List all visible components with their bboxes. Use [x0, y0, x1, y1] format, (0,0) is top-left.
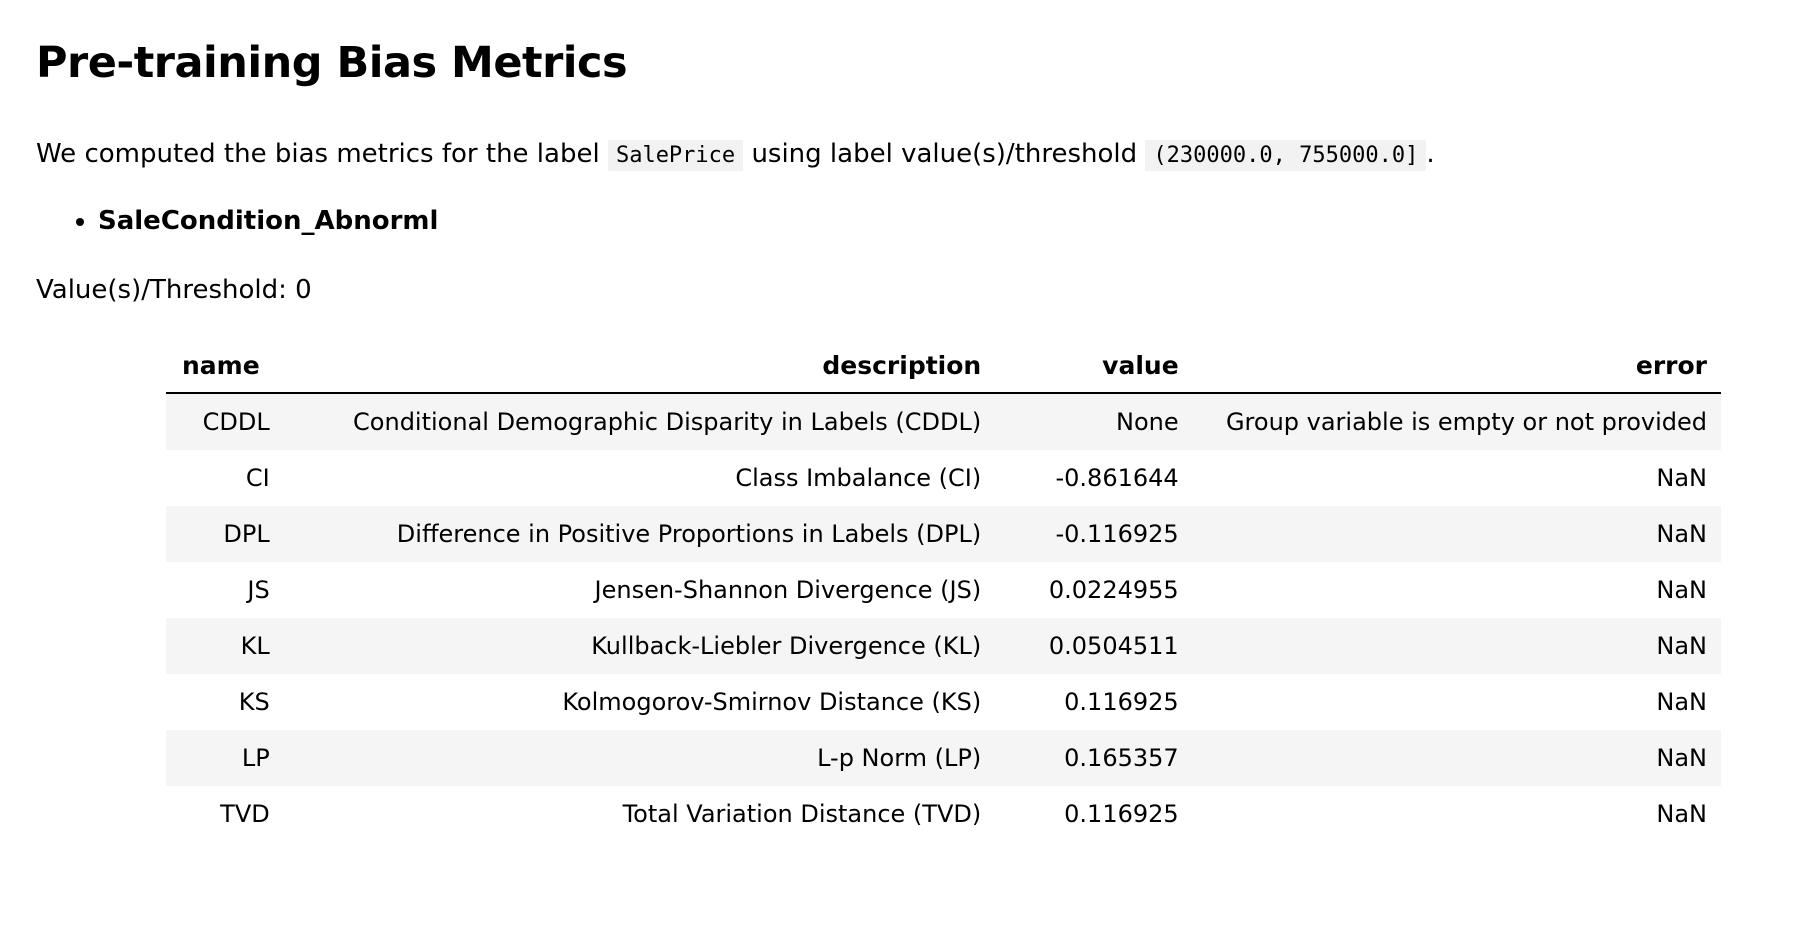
cell-name: LP	[241, 744, 270, 773]
intro-text-part1: We computed the bias metrics for the label	[36, 138, 600, 169]
intro-paragraph	[36, 138, 1776, 172]
table-row	[166, 393, 1721, 450]
cell-name: TVD	[220, 800, 270, 829]
table-row	[166, 618, 1721, 674]
cell-error: NaN	[1656, 576, 1707, 605]
cell-error: NaN	[1656, 632, 1707, 661]
table-body	[166, 393, 1721, 842]
cell-value: None	[1116, 408, 1179, 437]
column-header-name: name	[166, 345, 284, 393]
cell-name: CI	[245, 464, 270, 493]
column-header-value: value	[995, 345, 1192, 393]
cell-description: Total Variation Distance (TVD)	[622, 800, 982, 829]
cell-error: Group variable is empty or not provided	[1225, 408, 1707, 437]
metrics-table-wrapper	[36, 345, 1776, 842]
cell-error: NaN	[1656, 520, 1707, 549]
table-header	[166, 345, 1721, 393]
table-row	[166, 786, 1721, 842]
cell-description: L-p Norm (LP)	[817, 744, 982, 773]
cell-value: -0.861644	[1055, 464, 1179, 493]
label-code: SalePrice	[608, 140, 743, 171]
metrics-table	[166, 345, 1721, 842]
cell-name: KL	[240, 632, 270, 661]
intro-text-part3: .	[1426, 138, 1435, 169]
threshold-code: (230000.0, 755000.0]	[1145, 140, 1426, 171]
facet-list	[36, 205, 1776, 239]
cell-value: 0.0504511	[1048, 632, 1179, 661]
cell-description: Jensen-Shannon Divergence (JS)	[594, 576, 982, 605]
cell-description: Difference in Positive Proportions in Labels (DPL)	[396, 520, 982, 549]
cell-description: Class Imbalance (CI)	[735, 464, 982, 493]
cell-error: NaN	[1656, 688, 1707, 717]
cell-value: -0.116925	[1055, 520, 1179, 549]
table-row	[166, 730, 1721, 786]
intro-text-part2: using label value(s)/threshold	[751, 138, 1138, 169]
cell-error: NaN	[1656, 744, 1707, 773]
table-row	[166, 506, 1721, 562]
table-row	[166, 450, 1721, 506]
cell-name: KS	[238, 688, 270, 717]
cell-value: 0.0224955	[1048, 576, 1179, 605]
cell-error: NaN	[1656, 464, 1707, 493]
cell-error: NaN	[1656, 800, 1707, 829]
cell-description: Conditional Demographic Disparity in Labels (CDDL)	[353, 408, 982, 437]
cell-name: JS	[247, 576, 270, 605]
cell-value: 0.116925	[1064, 800, 1179, 829]
cell-name: DPL	[223, 520, 270, 549]
list-item: • SaleCondition_Abnorml	[98, 205, 1776, 239]
page-title: Pre-training Bias Metrics	[36, 38, 628, 88]
cell-description: Kolmogorov-Smirnov Distance (KS)	[562, 688, 982, 717]
table-header-row	[166, 345, 1721, 393]
table-row	[166, 562, 1721, 618]
threshold-line: Value(s)/Threshold: 0	[36, 275, 312, 306]
column-header-description: description	[284, 345, 995, 393]
column-header-error: error	[1193, 345, 1721, 393]
cell-name: CDDL	[202, 408, 270, 437]
table-row	[166, 674, 1721, 730]
cell-value: 0.116925	[1064, 688, 1179, 717]
cell-description: Kullback-Liebler Divergence (KL)	[591, 632, 982, 661]
cell-value: 0.165357	[1064, 744, 1179, 773]
